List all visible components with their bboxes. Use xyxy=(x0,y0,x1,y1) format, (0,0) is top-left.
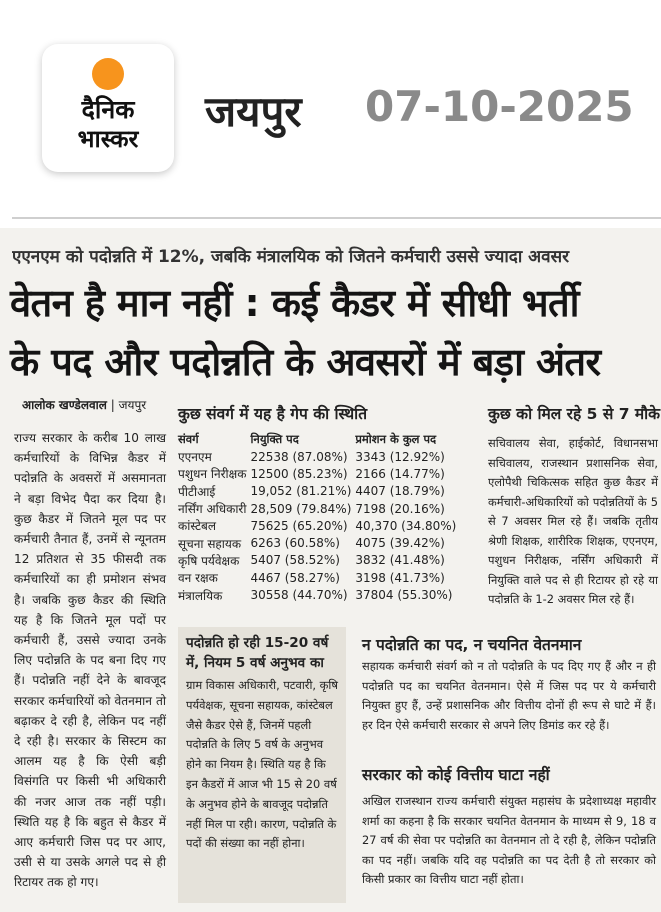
cell-posts: 4467 (58.27%) xyxy=(250,570,340,585)
side-section-body: सचिवालय सेवा, हाईकोर्ट, विधानसभा सचिवालय, राजस्थान प्रशासनिक सेवा, एलोपैथी चिकित्सक सहित कुछ कैडर में कर्मचारी-अधिकारियों को पदोन्नतियों के 5 से 7 अवसर मिल रहे हैं। जबकि तृतीय श्रेणी शिक्षक, शारीरिक शिक्षक, एएनएम, पशुधन निरीक्षक, नर्सिंग अधिकारी में नियुक्ति वाले पद से ही रिटायर हो रहे या पदोन्नति के 1-2 अवसर मिल रहे हैं। xyxy=(488,436,658,606)
cell-promotions: 3832 (41.48%) xyxy=(355,553,445,568)
cell-promotions: 4075 (39.42%) xyxy=(355,536,445,551)
cell-posts: 19,052 (81.21%) xyxy=(250,484,352,499)
header-divider xyxy=(12,217,661,219)
cadre-gap-table xyxy=(176,430,458,604)
logo-line1: दैनिक xyxy=(81,95,135,124)
cell-posts: 12500 (85.23%) xyxy=(250,466,348,481)
sun-icon xyxy=(92,58,124,90)
table-row xyxy=(176,500,458,517)
table-row xyxy=(176,534,458,551)
subhead-no-promotion: न पदोन्नति का पद, न चयनित वेतनमान xyxy=(362,636,582,654)
cell-cadre: कृषि पर्यवेक्षक xyxy=(178,553,240,568)
cell-cadre: कांस्टेबल xyxy=(178,519,217,534)
cell-posts: 6263 (60.58%) xyxy=(250,536,340,551)
table-row xyxy=(176,465,458,482)
table-row xyxy=(176,569,458,586)
cell-cadre: मंत्रालयिक xyxy=(178,588,223,603)
table-row xyxy=(176,552,458,569)
table-row xyxy=(176,586,458,603)
cell-cadre: नर्सिंग अधिकारी xyxy=(178,502,247,517)
byline xyxy=(22,396,146,413)
cell-promotions: 4407 (18.79%) xyxy=(355,484,445,499)
cell-cadre: सूचना सहायक xyxy=(178,536,242,551)
subhead-no-promotion-body: सहायक कर्मचारी संवर्ग को न तो पदोन्नति के पद दिए गए हैं और न ही पदोन्नति पद का चयनित वेतनमान। ऐसे में जिस पद पर ये कर्मचारी नियुक्त हुए हैं, उन्हें प्रशासनिक और वित्तीय दोनों ही रूप से घाटे में हैं। हर दिन ऐसे कर्मचारी सरकार से अपने लिए डिमांड कर रहे हैं। xyxy=(362,659,656,732)
cell-cadre: एएनएम xyxy=(178,450,212,465)
cell-posts: 75625 (65.20%) xyxy=(250,518,348,533)
table-header-promotions: प्रमोशन के कुल पद xyxy=(355,431,437,446)
body-column-1: राज्य सरकार के करीब 10 लाख कर्मचारियों के विभिन्न कैडर में पदोन्नति के अवसरों में असमानता ने बड़ा विभेद पैदा कर दिया है। कुछ कैडर में जितने मूल पद पर कर्मचारी तैनात हैं, उनमें से न्यूनतम 12 प्रतिशत से 35 फीसदी तक कर्मचारियों का ही प्रमोशन संभव है। जबकि कुछ कैडर की स्थिति यह है कि जितने मूल पदों पर कर्मचारी हैं, उससे ज्यादा उनके लिए पदोन्नति के पद बना दिए गए हैं। पदोन्नति नहीं देने के बावजूद सरकार कर्मचारियों को वेतनमान तो बढ़ाकर दे रही है, लेकिन पद नहीं दे रही है। सरकार के सिस्टम का आलम यह है कि ऐसी बड़ी विसंगति पर किसी भी अधिकारी की नजर आज तक नहीं पड़ी। स्थिति यह है कि बहुत से कैडर में आए कर्मचारी जिस पद पर आए, उसी से या उसके अगले पद से ही रिटायर तक हो गए। xyxy=(14,431,166,890)
edition-city: जयपुर xyxy=(205,87,302,136)
table-header-cadre: संवर्ग xyxy=(178,431,199,446)
cell-promotions: 3198 (41.73%) xyxy=(355,570,445,585)
cell-posts: 28,509 (79.84%) xyxy=(250,501,352,516)
cell-promotions: 37804 (55.30%) xyxy=(355,588,453,603)
article-kicker: एएनएम को पदोन्नति में 12%, जबकि मंत्रालयिक को जितने कर्मचारी उससे ज्यादा अवसर xyxy=(12,247,570,267)
cell-posts: 30558 (44.70%) xyxy=(250,588,348,603)
cell-promotions: 40,370 (34.80%) xyxy=(355,518,457,533)
cell-promotions: 3343 (12.92%) xyxy=(355,449,445,464)
cell-cadre: पीटीआई xyxy=(178,484,216,499)
cell-cadre: वन रक्षक xyxy=(178,571,218,586)
highlight-box-title: पदोन्नति हो रही 15-20 वर्ष में, नियम 5 वर्ष अनुभव का xyxy=(186,635,329,671)
table-header-row xyxy=(176,430,458,448)
dainik-bhaskar-logo[interactable] xyxy=(42,44,174,172)
side-section-title: कुछ को मिल रहे 5 से 7 मौके xyxy=(488,405,661,423)
highlight-box-body: ग्राम विकास अधिकारी, पटवारी, कृषि पर्यवेक्षक, सूचना सहायक, कांस्टेबल जैसे कैडर ऐसे हैं, जिनमें पहली पदोन्नति के लिए 5 वर्ष के अनुभव होने का नियम है। स्थिति यह है कि इन कैडरों में आज भी 15 से 20 वर्ष के अनुभव होने के बावजूद पदोन्नति नहीं मिल पा रही। कारण, पदोन्नति के पदों की संख्या का नहीं होना। xyxy=(186,678,338,851)
table-row xyxy=(176,448,458,465)
cell-posts: 22538 (87.08%) xyxy=(250,449,348,464)
subhead-no-loss: सरकार को कोई वित्तीय घाटा नहीं xyxy=(362,766,550,784)
table-header-posts: नियुक्ति पद xyxy=(250,431,299,446)
headline-line1: वेतन है मान नहीं : कई कैडर में सीधी भर्ती xyxy=(10,281,579,325)
cell-cadre: पशुधन निरीक्षक xyxy=(178,467,247,482)
table-title: कुछ संवर्ग में यह है गेप की स्थिति xyxy=(178,405,368,423)
table-row xyxy=(176,517,458,534)
headline-line2: के पद और पदोन्नति के अवसरों में बड़ा अंतर xyxy=(10,340,601,384)
cell-promotions: 2166 (14.77%) xyxy=(355,466,445,481)
subhead-no-loss-body: अखिल राजस्थान राज्य कर्मचारी संयुक्त महासंघ के प्रदेशाध्यक्ष महावीर शर्मा का कहना है कि सरकार चयनित वेतनमान के माध्यम से 9, 18 व 27 वर्ष की सेवा पर पदोन्नति का वेतनमान तो दे रही है, लेकिन पदोन्नति का पद नहीं। जबकि यदि वह पदोन्नति का पद देती है तो सरकार को किसी प्रकार का वित्तीय घाटा नहीं होता। xyxy=(362,794,656,886)
edition-date: 07-10-2025 xyxy=(365,82,634,131)
byline-place: | जयपुर xyxy=(110,398,147,412)
cell-posts: 5407 (58.52%) xyxy=(250,553,340,568)
table-row xyxy=(176,483,458,500)
logo-line2: भास्कर xyxy=(77,124,139,153)
app-header xyxy=(0,0,661,222)
cell-promotions: 7198 (20.16%) xyxy=(355,501,445,516)
byline-author: आलोक खण्डेलवाल xyxy=(22,398,107,412)
